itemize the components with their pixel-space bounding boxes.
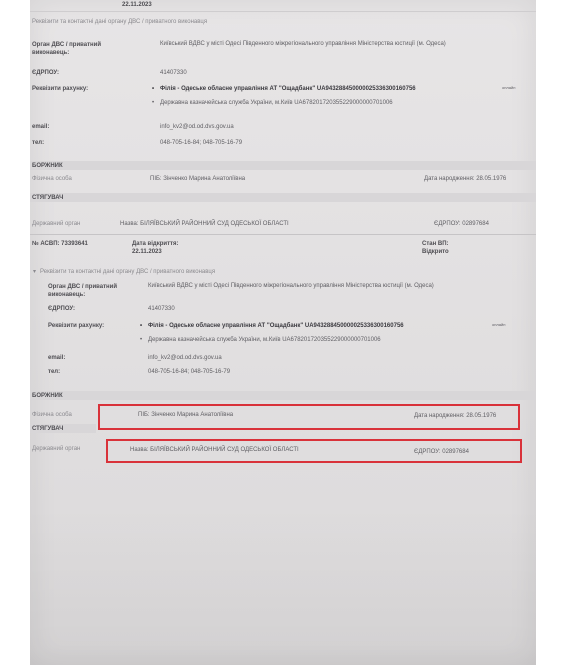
creditor-edrpou-2: ЄДРПОУ: 02897684 bbox=[414, 449, 469, 455]
divider bbox=[30, 11, 536, 12]
tel-value-2: 048-705-16-84; 048-705-16-79 bbox=[148, 369, 231, 375]
debtor-birth-1: Дата народження: 28.05.1976 bbox=[424, 176, 507, 182]
organ-label-2: Орган ДВС / приватний виконавець: bbox=[48, 284, 118, 298]
creditor-edrpou-1: ЄДРПОУ: 02897684 bbox=[434, 221, 489, 227]
organ-label-1: Орган ДВС / приватний виконавець: bbox=[32, 42, 102, 56]
account-line2-1: Державна казначейська служба України, м.Київ UA678201720355229000000701006 bbox=[160, 100, 393, 106]
creditor-name-2: Назва: БІЛЯЇВСЬКИЙ РАЙОННИЙ СУД ОДЕСЬКОЇ ОБЛАСТІ bbox=[130, 447, 299, 453]
account-line1-1: Філія - Одеське обласне управління АТ "Ощадбанк" UA943288450000025336300160756 bbox=[160, 86, 416, 92]
creditor-type-2: Державний орган bbox=[32, 446, 81, 452]
tel-label-2: тел: bbox=[48, 369, 61, 375]
divider bbox=[30, 234, 536, 235]
email-value-2: info_kv2@od.od.dvs.gov.ua bbox=[148, 355, 222, 361]
creditor-header-1: СТЯГУВАЧ bbox=[32, 195, 64, 201]
top-date: 22.11.2023 bbox=[122, 2, 152, 8]
contacts-header-2: Реквізити та контактні дані органу ДВС / приватного виконавця bbox=[40, 269, 216, 275]
organ-value-1: Київський ВДВС у місті Одесі Південного міжрегіонального управління Міністерства юстиції (м. Одеса) bbox=[160, 41, 446, 47]
open-date-label: Дата відкриття: bbox=[132, 241, 179, 247]
debtor-type-1: Фізична особа bbox=[32, 176, 72, 182]
online-badge-1: онлайн bbox=[502, 85, 516, 90]
account-line2-2: Державна казначейська служба України, м.Київ UA678201720355229000000701006 bbox=[148, 337, 381, 343]
debtor-type-2: Фізична особа bbox=[32, 412, 72, 418]
edrpou-label-2: ЄДРПОУ: bbox=[48, 306, 75, 312]
edrpou-value-1: 41407330 bbox=[160, 70, 187, 76]
tel-label-1: тел: bbox=[32, 140, 45, 146]
edrpou-label-1: ЄДРПОУ: bbox=[32, 70, 59, 76]
document-photo bbox=[30, 0, 536, 665]
creditor-header-2: СТЯГУВАЧ bbox=[32, 426, 64, 432]
creditor-name-1: Назва: БІЛЯЇВСЬКИЙ РАЙОННИЙ СУД ОДЕСЬКОЇ ОБЛАСТІ bbox=[120, 221, 289, 227]
account-label-1: Реквізити рахунку: bbox=[32, 86, 89, 92]
asvp-number: № АСВП: 73393641 bbox=[32, 241, 88, 247]
state-value: Відкрито bbox=[422, 249, 449, 255]
bullet-icon: • bbox=[140, 323, 143, 329]
edrpou-value-2: 41407330 bbox=[148, 306, 175, 312]
organ-value-2: Київський ВДВС у місті Одесі Південного міжрегіонального управління Міністерства юстиції (м. Одеса) bbox=[148, 283, 434, 289]
open-date-value: 22.11.2023 bbox=[132, 249, 162, 255]
debtor-name-1: ПІБ: Зінченко Марина Анатоліївна bbox=[150, 176, 246, 182]
debtor-header-2: БОРЖНИК bbox=[32, 393, 63, 399]
bullet-icon: • bbox=[140, 337, 143, 343]
creditor-type-1: Державний орган bbox=[32, 221, 81, 227]
chevron-down-icon: ▾ bbox=[33, 269, 37, 275]
paper-shading bbox=[30, 505, 536, 665]
account-label-2: Реквізити рахунку: bbox=[48, 323, 105, 329]
online-badge-2: онлайн bbox=[492, 322, 506, 327]
debtor-header-1: БОРЖНИК bbox=[32, 163, 63, 169]
section-band bbox=[30, 391, 536, 400]
tel-value-1: 048-705-16-84; 048-705-16-79 bbox=[160, 140, 243, 146]
section-band bbox=[30, 193, 536, 202]
email-label-2: email: bbox=[48, 355, 66, 361]
email-value-1: info_kv2@od.od.dvs.gov.ua bbox=[160, 124, 234, 130]
contacts-header-1: Реквізити та контактні дані органу ДВС / приватного виконавця bbox=[32, 19, 208, 25]
account-line1-2: Філія - Одеське обласне управління АТ "Ощадбанк" UA943288450000025336300160756 bbox=[148, 323, 404, 329]
email-label-1: email: bbox=[32, 124, 50, 130]
bullet-icon: • bbox=[152, 86, 155, 92]
section-band bbox=[30, 161, 536, 170]
bullet-icon: • bbox=[152, 100, 155, 106]
debtor-name-2: ПІБ: Зінченко Марина Анатоліївна bbox=[138, 412, 234, 418]
state-label: Стан ВП: bbox=[422, 241, 449, 247]
debtor-birth-2: Дата народження: 28.05.1976 bbox=[414, 413, 497, 419]
